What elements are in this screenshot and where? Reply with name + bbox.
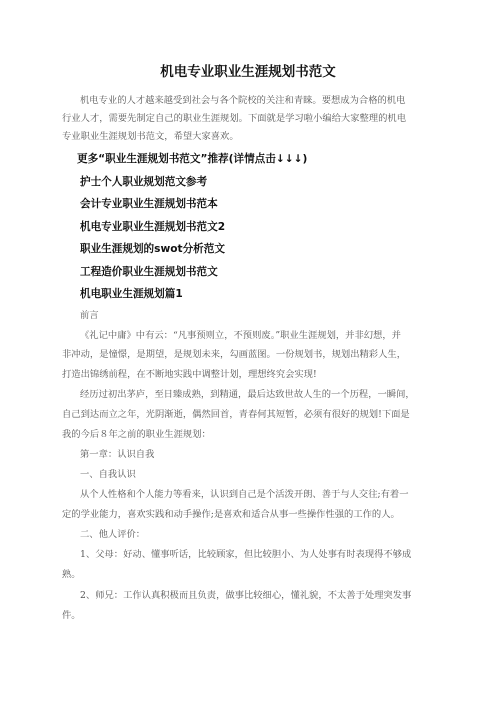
page-title: 机电专业职业生涯规划书范文 [160, 64, 336, 80]
body-line: 熟。 [62, 569, 81, 580]
links-heading: 更多“职业生涯规划书范文”推荐(详情点击↓↓↓) [77, 153, 308, 165]
article-link[interactable]: 护士个人职业规划范文参考 [80, 176, 208, 188]
section-heading: 前言 [80, 310, 99, 321]
article-link[interactable]: 工程造价职业生涯规划书范文 [80, 266, 218, 278]
body-line: 件。 [62, 610, 81, 621]
body-line: 1、父母：好动、懂事听话，比较顾家，但比较胆小、为人处事有时表现得不够成 [80, 549, 412, 560]
body-line: 经历过初出茅庐，至日臻成熟，到精通，最后达致世故人生的一个历程，一瞬间， [80, 389, 415, 400]
body-line: 从个人性格和个人能力等看来，认识到自己是个活泼开朗、善于与人交往;有着一 [80, 489, 409, 500]
intro-line: 专业职业生涯规划书范文，希望大家喜欢。 [62, 131, 239, 142]
intro-line: 行业人才，需要先制定自己的职业生涯规划。下面就是学习啦小编给大家整理的机电 [62, 113, 406, 124]
intro-line: 机电专业的人才越来越受到社会与各个院校的关注和青睐。要想成为合格的机电 [80, 95, 406, 106]
body-line: 2、师兄：工作认真积极而且负责，做事比较细心，懂礼貌，不太善于处理突发事 [80, 590, 412, 601]
subsection-heading: 一、自我认识 [80, 469, 136, 480]
body-line: 打造出锦绣前程，在不断地实践中调整计划，理想终究会实现! [62, 369, 317, 380]
chapter-heading: 第一章：认识自我 [80, 449, 155, 460]
body-line: 定的学业能力，喜欢实践和动手操作;是喜欢和适合从事一些操作性强的工作的人。 [62, 509, 400, 520]
article-link[interactable]: 机电职业生涯规划篇1 [80, 288, 183, 300]
body-line: 非冲动，是憧憬，是期望，是规划未来，勾画蓝图。一份规划书，规划出精彩人生， [62, 349, 406, 360]
subsection-heading: 二、他人评价： [80, 529, 146, 540]
body-line: 我的今后８年之前的职业生涯规划： [62, 429, 211, 440]
article-link[interactable]: 会计专业职业生涯规划书范本 [80, 198, 218, 210]
article-link[interactable]: 职业生涯规划的swot分析范文 [80, 243, 225, 255]
body-line: 自己到达而立之年，光阴渐逝，偶然回首，青春何其短暂，必须有很好的规划!下面是 [62, 409, 410, 420]
body-line: 《礼记中庸》中有云：“凡事预则立，不预则废。”职业生涯规划，并非幻想，并 [80, 330, 401, 341]
article-link[interactable]: 机电专业职业生涯规划书范文2 [80, 221, 226, 233]
